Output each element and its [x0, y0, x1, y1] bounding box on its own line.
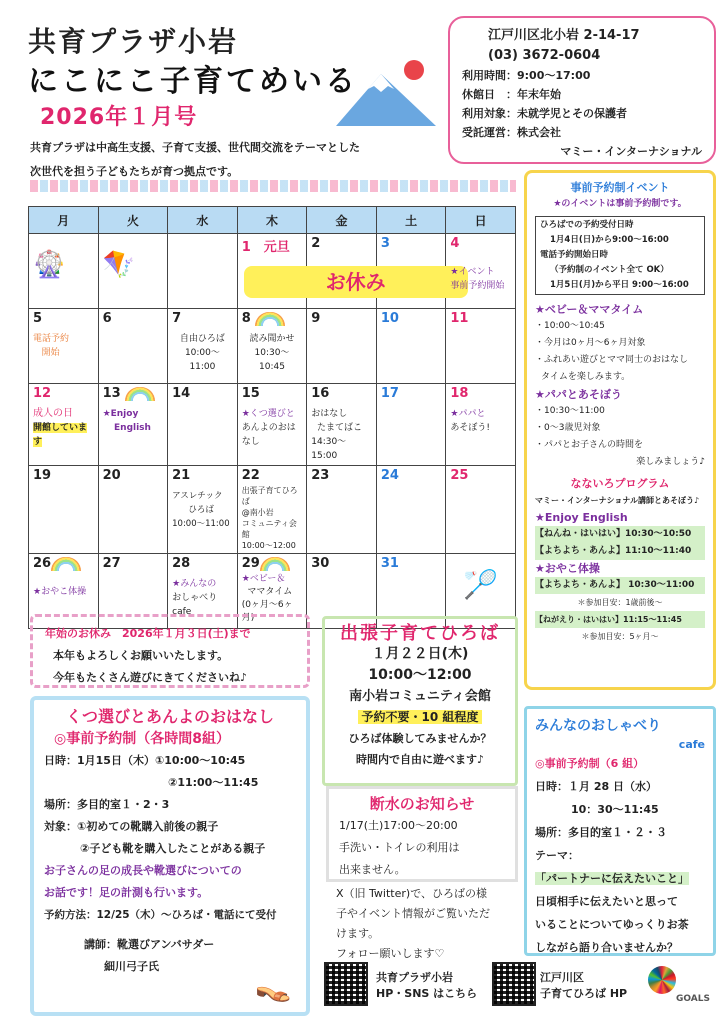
operator: 受託運営：株式会社 [462, 126, 561, 139]
calendar [28, 206, 516, 629]
water-outage-title: 断水のお知らせ [369, 795, 475, 813]
new-year-title: 年始のお休み 2026年１月３日(土)まで [45, 627, 251, 640]
cal-day-21: 21 アスレチック ひろば 10:00～11:00 [168, 466, 238, 554]
weekday-sun: 日 [446, 207, 516, 234]
reservation-events-panel: 事前予約制イベント ★のイベントは事前予約制です。 ひろばでの予約受付日時 1月4日(日)から9:00～16:00 電話予約開始日時 （予約制のイベント全て OK） 1月5日(月)から平日 9:00～16:00 ★ベビー＆ママタイム ・10:00～10:45 ・今月は0ヶ月～6ヶ月対象 ・ふれあい遊びとママ同士のおはなし タイムを楽しみます。 ★パパとあそぼう ・10:30～11:00 ・0～3歳児対象 ・パパとお子さんの時間を 楽しみましょう♪ なないろプログラム マミー・インターナショナル講師とあそぼう♪ ★Enjoy English 【ねんね・はいはい】10:30～10:50 【よちよち・あんよ】11:10～11:40 ★おやこ体操 【よちよち・あんよ】 10:30～11:00 ＊参加目安：1歳前後～ 【ねがえり・はいはい】11:15～11:45 ＊参加目安：5ヶ月～ [524, 170, 716, 690]
cal-day-27: 27 [98, 554, 168, 629]
oyako-taiso-title: ★おやこ体操 [535, 562, 600, 575]
qr-plaza-label: 共育プラザ小岩 HP・SNS はこちら [376, 971, 478, 1000]
cal-day-5: 5 電話予約 開始 [29, 309, 99, 384]
calendar-week-2 [29, 309, 516, 384]
calendar-week-4 [29, 466, 516, 554]
cal-day-28: 28 ★みんなの おしゃべり cafe [168, 554, 238, 629]
title-line2: にこにこ子育てめいる [28, 64, 358, 99]
weekday-tue: 火 [98, 207, 168, 234]
cal-day-24: 24 [376, 466, 446, 554]
shoe-talk-title: くつ選びとあんよのおはなし [65, 707, 274, 726]
cal-day-9: 9 [307, 309, 377, 384]
operator-name: マミー・インターナショナル [560, 145, 702, 158]
cal-day-17: 17 [376, 384, 446, 466]
weekday-sat: 土 [376, 207, 446, 234]
cal-day-19: 19 [29, 466, 99, 554]
calendar-week-1 [29, 234, 516, 309]
rainbow-icon [51, 557, 81, 571]
cal-day-31: 31 [376, 554, 446, 629]
cal-day-10: 10 [376, 309, 446, 384]
papa-title: ★パパとあそぼう [535, 388, 622, 401]
cal-day-12: 12 成人の日 開館しています [29, 384, 99, 466]
cal-day-16: 16 おはなし たまてばこ 14:30～15:00 [307, 384, 377, 466]
outreach-event-box: 出張子育てひろば １月２２日(木) 10:00～12:00 南小岩コミュニティ会館 予約不要・10 組程度 ひろば体験してみませんか？ 時間内で自由に遊べます♪ [322, 616, 518, 786]
cal-day-25: 25 [446, 466, 516, 554]
cal-day-30: 30 [307, 554, 377, 629]
weekday-fri: 金 [307, 207, 377, 234]
cal-day-6: 6 [98, 309, 168, 384]
qr-code-edogawa[interactable] [492, 962, 536, 1006]
rainbow-icon [125, 387, 155, 401]
panel-subtitle: ★のイベントは事前予約制です。 [553, 199, 687, 209]
weekday-wed: 水 [168, 207, 238, 234]
sdgs-label: GOALS [676, 994, 710, 1004]
issue-label: 2026年１月号 [40, 105, 198, 130]
info-box [448, 16, 716, 164]
enjoy-english-title: ★Enjoy English [535, 511, 628, 524]
weekday-mon: 月 [29, 207, 99, 234]
cal-day-18: 18 ★パパと あそぼう! [446, 384, 516, 466]
intro-text: 共育プラザは中高生支援、子育て支援、世代間交流をテーマとした 次世代を担う子どもたちが育つ拠点です。 [30, 141, 360, 178]
panel-title: 事前予約制イベント [570, 181, 670, 194]
phone: (03) 3672-0604 [488, 48, 601, 63]
calendar-header-row [29, 207, 516, 234]
kite-icon: 🪁 [102, 250, 135, 280]
sun-icon [404, 60, 424, 80]
outreach-title: 出張子育てひろば [340, 623, 500, 644]
chat-cafe-title: みんなのおしゃべり [535, 718, 661, 734]
weekday-thu: 木 [237, 207, 307, 234]
sns-notice: X（旧 Twitter)で、ひろばの様 子やイベント情報がご覧いただ けます。 フォロー願いします♡ [336, 887, 490, 960]
cal-day-2: 2 [307, 234, 377, 309]
shoe-talk-box: くつ選びとあんよのおはなし ◎事前予約制（各時間8組） 日時：1月15日（木）①10:00～10:45 ②11:00～11:45 場所：多目的室１・2・3 対象：①初めての靴購入前後の親子 ②子ども靴を購入したことがある親子 お子さんの足の成長や靴選びについての お話です！足の計測も行います。 予約方法：12/25（木）～ひろば・電話にて受付 講師：靴選びアンバサダー 細川弓子氏 👡 [30, 696, 310, 1016]
cal-day-8: 8 読み聞かせ 10:30～10:45 [237, 309, 307, 384]
title-line1: 共育プラザ小岩 [28, 25, 239, 58]
qr-code-plaza[interactable] [324, 962, 368, 1006]
cal-day-20: 20 [98, 466, 168, 554]
sandals-icon: 👡 [254, 969, 292, 1004]
toy-icon: 🎡 [33, 250, 66, 280]
cal-day-3: 3 [376, 234, 446, 309]
cal-empty [98, 234, 168, 309]
holiday-banner: お休み [244, 266, 468, 298]
cal-day-29: 29 ★ベビー＆ ママタイム (0ヶ月～6ヶ月) [237, 554, 307, 629]
cal-day-14: 14 [168, 384, 238, 466]
mount-fuji-illustration [326, 56, 446, 126]
cal-day-23: 23 [307, 466, 377, 554]
target-users: 利用対象：未就学児とその保護者 [462, 107, 627, 120]
cal-day-15: 15 ★くつ選びと あんよのおはなし [237, 384, 307, 466]
reservation-info-box: ひろばでの予約受付日時 1月4日(日)から9:00～16:00 電話予約開始日時 （予約制のイベント全て OK） 1月5日(月)から平日 9:00～16:00 [535, 216, 705, 295]
cal-day-1: 1 元旦 お休み [237, 234, 307, 309]
cal-empty [168, 234, 238, 309]
sdgs-icon [648, 966, 676, 994]
qr-edogawa-label: 江戸川区 子育てひろば HP [540, 971, 628, 1000]
closed-days: 休館日 ：年末年始 [462, 88, 561, 101]
nanairo-title: なないろプログラム [570, 477, 670, 490]
chat-cafe-box: みんなのおしゃべり cafe ◎事前予約制（6 組） 日時：１月 28 日（水） 10：30～11:45 場所：多目的室１・２・３ テーマ： 「パートナーに伝えたいこと」 日頃相手に伝えたいと思って いることについてゆっくりお茶 しながら語り合いませんか？ [524, 706, 716, 956]
cal-day-4: 4 ★イベント 事前予約開始 [446, 234, 516, 309]
cal-day-13: 13 ★Enjoy English [98, 384, 168, 466]
cal-day-26: 26 ★おやこ体操 [29, 554, 99, 629]
address: 江戸川区北小岩 2-14-17 [488, 28, 640, 43]
hours: 利用時間：9:00～17:00 [462, 69, 591, 82]
calendar-week-3 [29, 384, 516, 466]
hagoita-icon: 🏸 [463, 568, 499, 601]
new-year-notice: 年始のお休み 2026年１月３日(土)まで 本年もよろしくお願いいたします。 今年もたくさん遊びにきてくださいね♪ [30, 614, 310, 688]
baby-mama-title: ★ベビー＆ママタイム [535, 303, 644, 316]
cal-day-11: 11 [446, 309, 516, 384]
cal-empty [29, 234, 99, 309]
rainbow-icon [260, 557, 290, 571]
water-outage-notice: 断水のお知らせ 1/17(土)17:00～20:00 手洗い・トイレの利用は 出来ません。 [326, 786, 518, 882]
cal-day-22: 22 出張子育てひろば @南小岩 コミュニティ会館 10:00～12:00 [237, 466, 307, 554]
decorative-border [30, 180, 516, 192]
rainbow-icon [255, 312, 285, 326]
cal-day-7: 7 自由ひろば 10:00～11:00 [168, 309, 238, 384]
